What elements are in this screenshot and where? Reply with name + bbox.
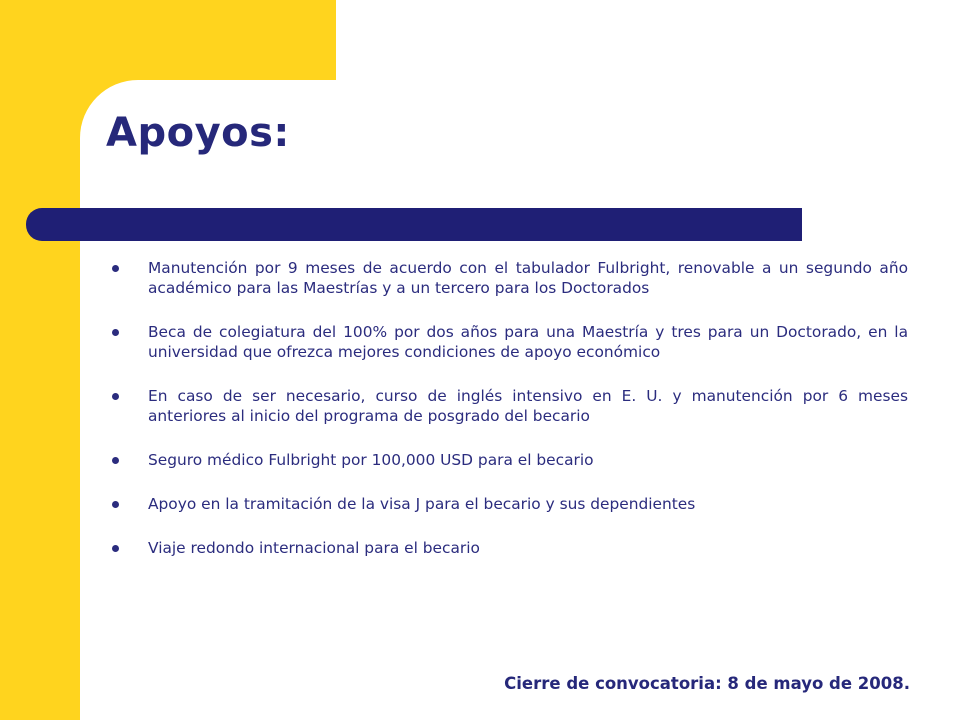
bullet-dot-icon xyxy=(112,501,119,508)
bullet-item xyxy=(108,386,908,426)
bullet-dot-icon xyxy=(112,545,119,552)
bullet-text: Seguro médico Fulbright por 100,000 USD para el becario xyxy=(148,451,594,469)
bullet-text: Apoyo en la tramitación de la visa J para el becario y sus dependientes xyxy=(148,495,696,513)
slide-title: Apoyos: xyxy=(106,110,290,156)
bullet-dot-icon xyxy=(112,457,119,464)
bullet-dot-icon xyxy=(112,265,119,272)
bullet-text: Manutención por 9 meses de acuerdo con el tabulador Fulbright, renovable a un segundo año académico para las Maestrías y a un tercero para los Doctorados xyxy=(148,259,908,297)
closing-date-note: Cierre de convocatoria: 8 de mayo de 2008. xyxy=(504,674,910,693)
title-underline-bar xyxy=(26,208,802,241)
bullet-text: En caso de ser necesario, curso de inglés intensivo en E. U. y manutención por 6 meses anteriores al inicio del programa de posgrado del becario xyxy=(148,387,908,425)
bullet-text: Viaje redondo internacional para el becario xyxy=(148,539,480,557)
bullet-list xyxy=(108,258,908,558)
bullet-item xyxy=(108,494,908,514)
bullet-item xyxy=(108,322,908,362)
bullet-dot-icon xyxy=(112,329,119,336)
bullet-text: Beca de colegiatura del 100% por dos años para una Maestría y tres para un Doctorado, en la universidad que ofrezca mejores condiciones de apoyo económico xyxy=(148,323,908,361)
bullet-dot-icon xyxy=(112,393,119,400)
bullet-item xyxy=(108,538,908,558)
bullet-item xyxy=(108,258,908,298)
bullet-item xyxy=(108,450,908,470)
